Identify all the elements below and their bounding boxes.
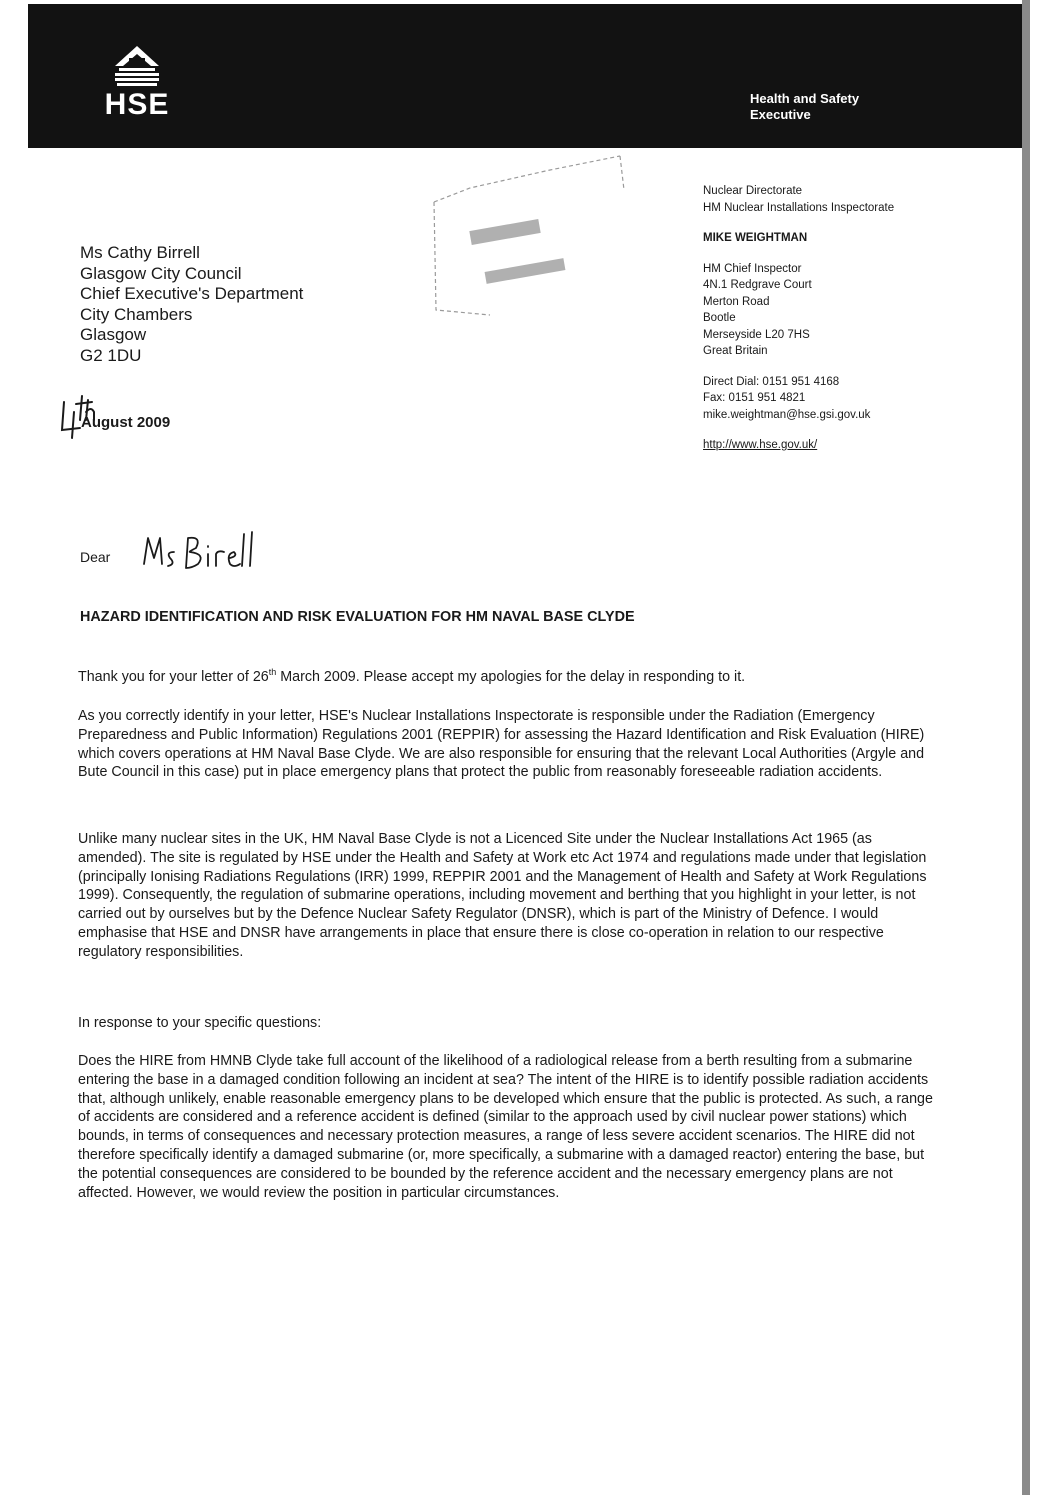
sender-address-line: 4N.1 Redgrave Court	[703, 279, 812, 291]
body-paragraph-3	[78, 830, 938, 962]
address-line: G2 1DU	[80, 345, 142, 365]
letter-date: August 2009	[81, 414, 171, 431]
sender-address-line: Merton Road	[703, 295, 770, 308]
address-line: Ms Cathy Birrell	[80, 243, 200, 262]
address-line: Glasgow City Council	[80, 263, 242, 283]
sender-directorate: Nuclear Directorate	[703, 185, 803, 197]
sender-name: MIKE WEIGHTMAN	[703, 232, 808, 244]
sender-block	[703, 183, 894, 454]
sender-direct-dial: Direct Dial: 0151 951 4168	[703, 375, 840, 388]
body-paragraph-4	[78, 1014, 938, 1033]
sender-address-line: Great Britain	[703, 345, 768, 357]
sender-website-link[interactable]: http://www.hse.gov.uk/	[703, 439, 818, 451]
logo-text: HSE	[104, 88, 170, 121]
p5-text: Does the HIRE from HMNB Clyde take full account of the likelihood of a radiological release from a berth resulting from a submarine entering the base in a damaged condition following an incident at sea? The intent of the HIRE is to identify possible radiation accidents that, although unlikely, enable reasonable emergency plans to be developed which ensure that the public is protected. As such, a range of accidents are considered and a reference accident is defined (similar to the approach used by civil nuclear power stations) which bounds, in terms of consequences and necessary protection measures, a range of less severe accident scenarios. The HIRE did not therefore specifically identify a damaged submarine (or, more specifically, a submarine with a damaged reactor) entering the base, but the potential consequences are considered to be bounded by the reference accident and the necessary emergency plans are not affected. However, we would review the position in particular circumstances.	[78, 1053, 933, 1201]
sender-email: mike.weightman@hse.gsi.gov.uk	[703, 408, 871, 421]
p3-text: Unlike many nuclear sites in the UK, HM Naval Base Clyde is not a Licenced Site under the Nuclear Installations Act 1965 (as amended). The site is regulated by HSE under the Health and Safety at Work etc Act 1974 and regulations made under that legislation (principally Ionising Radiations Regulations (IRR) 1999, REPPIR 2001 and the Management of Health and Safety at Work Regulations 1999). Consequently, the regulation of submarine operations, including movement and berthing that you highlight in your letter, is not carried out by ourselves but by the Defence Nuclear Safety Regulator (DNSR), which is part of the Ministry of Defence. I would emphasise that HSE and DNSR have arrangements in place that ensure there is close co-operation in relation to our respective regulatory responsibilities.	[78, 831, 927, 960]
organisation-name	[750, 91, 859, 123]
address-line: Glasgow	[80, 325, 147, 344]
address-line: City Chambers	[80, 304, 193, 324]
p1-ordinal: th	[268, 667, 277, 678]
sender-address-line: HM Chief Inspector	[703, 262, 802, 275]
scan-edge	[1022, 0, 1030, 1495]
org-line-2: Executive	[750, 107, 811, 122]
received-stamp	[430, 150, 635, 320]
body-paragraph-5	[78, 1052, 938, 1202]
p2-text: As you correctly identify in your letter, HSE's Nuclear Installations Inspectorate is responsible under the Radiation (Emergency Preparedness and Public Information) Regulations 2001 (REPPIR) for assessing the Hazard Identification and Risk Evaluation (HIRE) which covers operations at HM Naval Base Clyde. We are also responsible for ensuring that the relevant Local Authorities (Argyle and Bute Council in this case) put in place emergency plans that protect the public from reasonably foreseeable radiation accidents.	[78, 708, 925, 781]
p1-text-end: March 2009. Please accept my apologies for the delay in responding to it.	[276, 669, 746, 685]
p1-text-start: Thank you for your letter of 26	[78, 669, 269, 685]
sender-address-line: Bootle	[703, 312, 736, 324]
org-line-1: Health and Safety	[750, 91, 860, 106]
recipient-address	[80, 243, 303, 366]
body-paragraph-2	[78, 707, 938, 782]
sender-fax: Fax: 0151 951 4821	[703, 392, 806, 404]
address-line: Chief Executive's Department	[80, 284, 304, 303]
body-paragraph-1	[78, 668, 938, 687]
salutation-dear: Dear	[80, 549, 111, 565]
sender-address-line: Merseyside L20 7HS	[703, 328, 810, 341]
letter-subject: HAZARD IDENTIFICATION AND RISK EVALUATION FOR HM NAVAL BASE CLYDE	[80, 609, 635, 625]
handwritten-recipient-name	[138, 528, 260, 580]
sender-inspectorate: HM Nuclear Installations Inspectorate	[703, 201, 895, 214]
p4-text: In response to your specific questions:	[78, 1015, 322, 1031]
